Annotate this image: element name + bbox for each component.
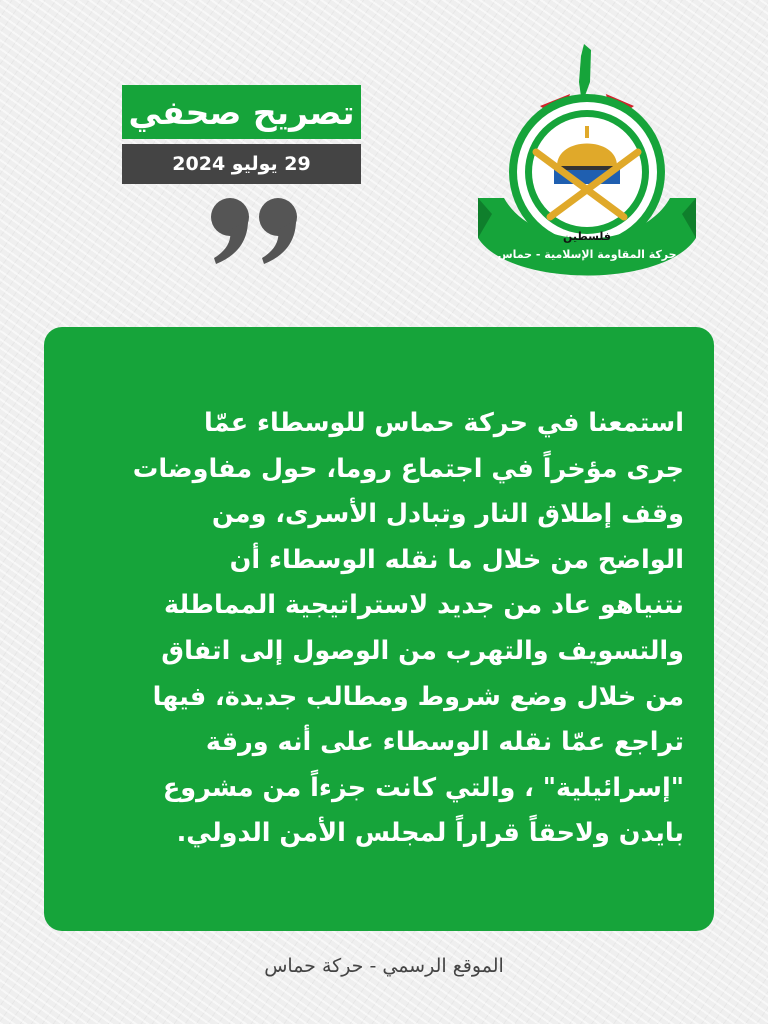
statement-date [122, 144, 361, 184]
emblem-label: فلسطين [563, 230, 611, 243]
statement-title [122, 85, 361, 139]
statement-card [44, 327, 714, 931]
closing-quote-icon [200, 196, 304, 266]
statement-body: استمعنا في حركة حماس للوسطاء عمّا جرى مؤخراً في اجتماع روما، حول مفاوضات وقف إطلاق النار وتبادل الأسرى، ومن الواضح من خلال ما نقله الوسطاء أن نتنياهو عاد من جديد لاستراتيجية المماطلة والتسويف والتهرب من الوصول إلى اتفاق من خلال وضع شروط ومطالب جديدة، فيها تراجع عمّا نقله الوسطاء على أنه ورقة "إسرائيلية" ، والتي كانت جزءاً من مشروع بايدن ولاحقاً قراراً لمجلس الأمن الدولي. [132, 408, 684, 849]
statement-title-text: تصريح صحفي [128, 92, 355, 132]
emblem-banner-text: حركة المقاومة الإسلامية - حماس [497, 248, 677, 261]
footer-source: الموقع الرسمي - حركة حماس [264, 955, 504, 977]
statement-date-text: 29 يوليو 2024 [172, 153, 311, 175]
hamas-emblem-icon [474, 42, 700, 292]
